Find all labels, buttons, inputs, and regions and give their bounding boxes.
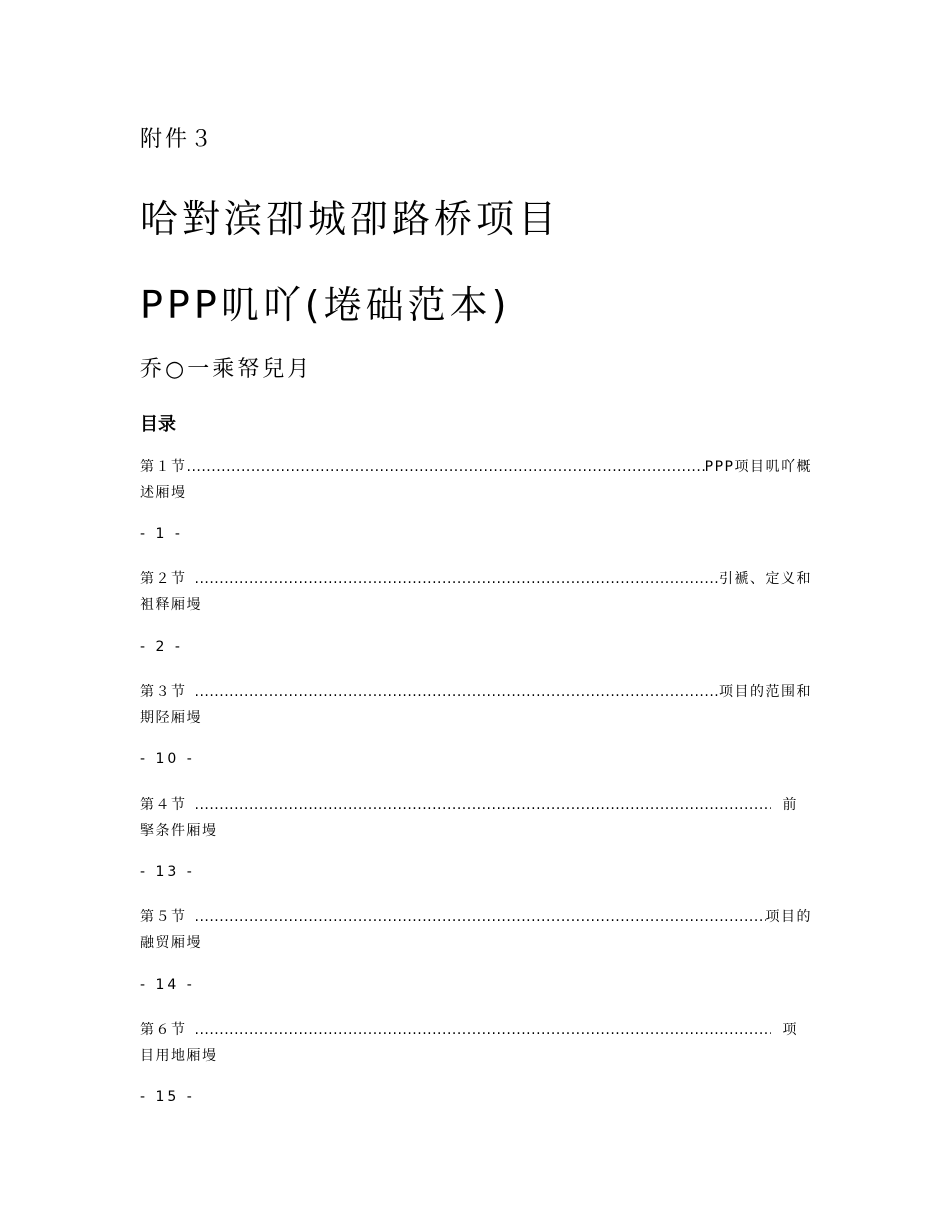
toc-page-number: - 14 -: [140, 977, 195, 993]
toc-page-number: - 10 -: [140, 751, 195, 767]
toc-entry[interactable]: [140, 679, 812, 731]
toc-leader-dots: [195, 904, 766, 930]
toc-leader-dots: [195, 792, 771, 818]
toc-entry-title: PPP项目叽吖概: [704, 459, 812, 475]
toc-entry-number: 第３节: [140, 684, 187, 700]
toc-page-number: - 1 -: [140, 526, 183, 542]
toc-entry-title-continued: 期陉厢墁: [140, 710, 202, 726]
document-title-line2: PPP叽吖(埢础范本): [140, 283, 511, 327]
toc-page-number: - 15 -: [140, 1089, 195, 1105]
toc-entry-number: 第５节: [140, 909, 187, 925]
toc-entry-title-continued: 掔条件厢墁: [140, 823, 218, 839]
toc-entry-title: 项目的: [765, 909, 812, 925]
toc-entry-line: [140, 792, 812, 818]
toc-leader-dots: [195, 679, 720, 705]
toc-entry-title: 项目的范围和: [719, 684, 812, 700]
toc-page-number: - 2 -: [140, 639, 183, 655]
toc-entry-number: 第６节: [140, 1022, 187, 1038]
document-title-line1: 哈對滨卲城卲路桥项目: [140, 197, 561, 241]
toc-entry[interactable]: [140, 792, 812, 844]
toc-entry-title: 引褫、定义和: [719, 571, 812, 587]
toc-entry-number: 第１节: [140, 459, 187, 475]
toc-entry-title-continued: 目用地厢墁: [140, 1048, 218, 1064]
toc-entry-title-continued: 述厢墁: [140, 485, 187, 501]
toc-entry[interactable]: [140, 454, 812, 506]
toc-entry[interactable]: [140, 1017, 812, 1069]
toc-entry-line: [140, 679, 812, 705]
toc-entry-line: [140, 454, 812, 480]
toc-entry-number: 第４节: [140, 797, 187, 813]
toc-entry-title-continued: 融贸厢墁: [140, 935, 202, 951]
toc-entry-title: 项: [782, 1022, 798, 1038]
toc-entry-line: [140, 904, 812, 930]
toc-leader-dots: [195, 1017, 771, 1043]
toc-leader-dots: [195, 566, 720, 592]
toc-entry-title: 前: [782, 797, 798, 813]
toc-leader-dots: [187, 454, 705, 480]
toc-entry[interactable]: [140, 566, 812, 618]
toc-entry-title-continued: 袓释厢墁: [140, 597, 202, 613]
toc-page-number: - 13 -: [140, 864, 195, 880]
toc-entry-number: 第２节: [140, 571, 187, 587]
toc-entry[interactable]: [140, 904, 812, 956]
toc-entry-line: [140, 566, 812, 592]
document-date: 乔○一乘帑兒月: [140, 357, 313, 382]
toc-entry-line: [140, 1017, 812, 1043]
toc-heading: 目录: [140, 414, 176, 435]
annex-label: 附件３: [140, 127, 216, 152]
